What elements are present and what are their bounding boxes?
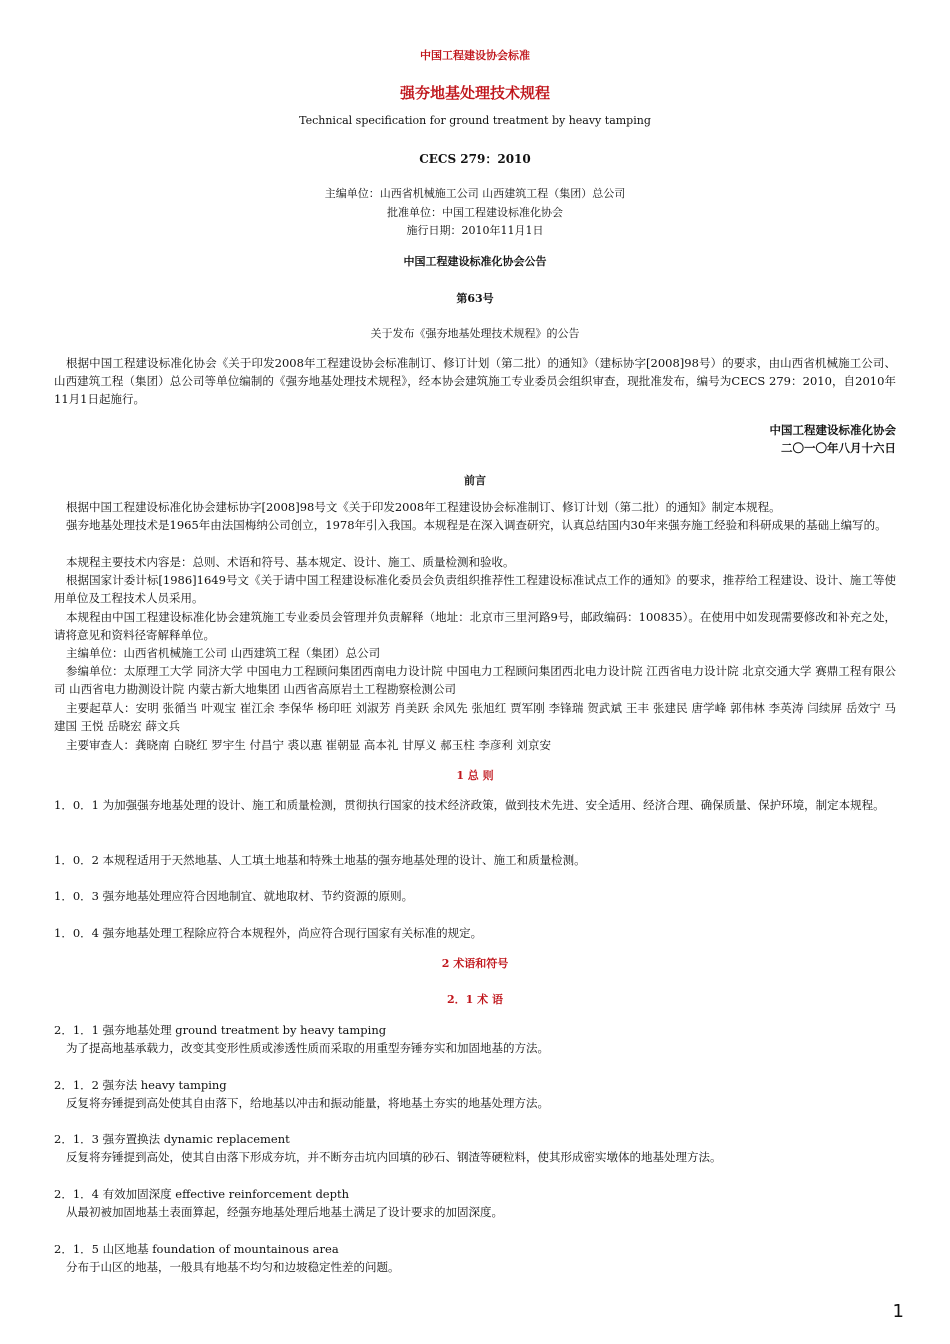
org-standard-label: 中国工程建设协会标准 — [420, 49, 530, 62]
announcement-date: 二〇一〇年八月十六日 — [781, 441, 896, 455]
term-entry — [54, 1240, 896, 1276]
term-title: 2．1．3 强夯置换法 dynamic replacement — [54, 1132, 290, 1146]
chapter1-heading: 1 总 则 — [456, 769, 494, 782]
standard-code: CECS 279：2010 — [419, 152, 531, 166]
preface-heading: 前言 — [464, 474, 486, 487]
term-entry — [54, 1130, 896, 1166]
editor-units: 主编单位：山西省机械施工公司 山西建筑工程（集团）总公司 — [324, 187, 626, 200]
preface-paragraph: 参编单位：太原理工大学 同济大学 中国电力工程顾问集团西南电力设计院 中国电力工程顾问集团西北电力设计院 江西省电力设计院 北京交通大学 赛鼎工程有限公司 山西省电力勘测设计院 内蒙古新大地集团 山西省高原岩土工程勘察检测公司 — [54, 664, 896, 696]
term-definition: 反复将夯锤提到高处，使其自由落下形成夯坑，并不断夯击坑内回填的砂石、钢渣等硬粒料，使其形成密实墩体的地基处理方法。 — [66, 1150, 722, 1164]
term-title: 2．1．4 有效加固深度 effective reinforcement depth — [54, 1187, 350, 1201]
effective-date: 施行日期：2010年11月1日 — [406, 224, 544, 237]
term-entry — [54, 1021, 896, 1057]
page-number: 1 — [892, 1301, 904, 1322]
preface-paragraph: 本规程由中国工程建设标准化协会建筑施工专业委员会管理并负责解释（地址：北京市三里河路9号，邮政编码：100835）。在使用中如发现需要修改和补充之处，请将意见和资料径寄解释单位。 — [54, 610, 896, 642]
preface-paragraph: 根据国家计委计标[1986]1649号文《关于请中国工程建设标准化委员会负责组织推荐性工程建设标准试点工作的通知》的要求，推荐给工程建设、设计、施工等使用单位及工程技术人员采用。 — [54, 573, 896, 605]
term-title: 2．1．5 山区地基 foundation of mountainous area — [54, 1242, 339, 1256]
term-entry — [54, 1076, 896, 1112]
clause: 1．0．3 强夯地基处理应符合因地制宜、就地取材、节约资源的原则。 — [54, 889, 414, 903]
announcement-signer: 中国工程建设标准化协会 — [769, 423, 896, 437]
term-definition: 为了提高地基承载力，改变其变形性质或渗透性质而采取的用重型夯锤夯实和加固地基的方法。 — [66, 1041, 549, 1055]
preface-paragraph: 根据中国工程建设标准化协会建标协字[2008]98号文《关于印发2008年工程建设协会标准制订、修订计划（第二批）的通知》制定本规程。 — [66, 500, 781, 514]
preface-paragraph: 主编单位：山西省机械施工公司 山西建筑工程（集团）总公司 — [66, 646, 381, 660]
term-definition: 分布于山区的地基，一般具有地基不均匀和边坡稳定性差的问题。 — [66, 1260, 400, 1274]
announcement-subject: 关于发布《强夯地基处理技术规程》的公告 — [370, 327, 580, 340]
term-entry — [54, 1185, 896, 1221]
preface-paragraph: 强夯地基处理技术是1965年由法国梅纳公司创立，1978年引入我国。本规程是在深入调查研究，认真总结国内30年来强夯施工经验和科研成果的基础上编写的。 — [66, 518, 887, 532]
section-heading: 2．1 术 语 — [447, 993, 503, 1006]
term-definition: 从最初被加固地基土表面算起，经强夯地基处理后地基土满足了设计要求的加固深度。 — [66, 1205, 503, 1219]
preface-paragraph: 主要起草人：安明 张循当 叶观宝 崔江余 李保华 杨印旺 刘淑芳 肖美跃 余风先 张旭红 贾军刚 李锋瑞 贺武斌 王丰 张建民 唐学峰 郭伟林 李英涛 闫续屏 岳效宁 马建国 王悦 岳晓宏 薛文兵 — [54, 701, 896, 733]
term-definition: 反复将夯锤提到高处使其自由落下，给地基以冲击和振动能量，将地基土夯实的地基处理方法。 — [66, 1096, 549, 1110]
preface-paragraph: 主要审查人：龚晓南 白晓红 罗宇生 付昌宁 裘以惠 崔朝显 高本礼 甘厚义 郝玉柱 李彦利 刘京安 — [66, 738, 552, 752]
announcement-heading: 中国工程建设标准化协会公告 — [403, 255, 547, 268]
clause: 1．0．1 为加强强夯地基处理的设计、施工和质量检测，贯彻执行国家的技术经济政策，做到技术先进、安全适用、经济合理、确保质量、保护环境，制定本规程。 — [54, 798, 885, 812]
chapter2-heading: 2 术语和符号 — [441, 957, 509, 970]
term-title: 2．1．1 强夯地基处理 ground treatment by heavy tamping — [54, 1023, 387, 1037]
clause: 1．0．4 强夯地基处理工程除应符合本规程外，尚应符合现行国家有关标准的规定。 — [54, 926, 483, 940]
announcement-number: 第63号 — [456, 292, 494, 305]
announcement-body: 根据中国工程建设标准化协会《关于印发2008年工程建设协会标准制订、修订计划（第二批）的通知》（建标协字[2008]98号）的要求，由山西省机械施工公司、山西建筑工程（集团）总公司等单位编制的《强夯地基处理技术规程》，经本协会建筑施工专业委员会组织审查，现批准发布，编号为CECS 279：2010，自2010年11月1日起施行。 — [54, 356, 896, 406]
clause: 1．0．2 本规程适用于天然地基、人工填土地基和特殊土地基的强夯地基处理的设计、施工和质量检测。 — [54, 853, 586, 867]
document-title: 强夯地基处理技术规程 — [399, 84, 550, 102]
approver-unit: 批准单位：中国工程建设标准化协会 — [387, 206, 563, 219]
term-title: 2．1．2 强夯法 heavy tamping — [54, 1078, 227, 1092]
preface-paragraph: 本规程主要技术内容是：总则、术语和符号、基本规定、设计、施工、质量检测和验收。 — [66, 555, 515, 569]
english-title: Technical specification for ground treatment by heavy tamping — [299, 114, 651, 127]
